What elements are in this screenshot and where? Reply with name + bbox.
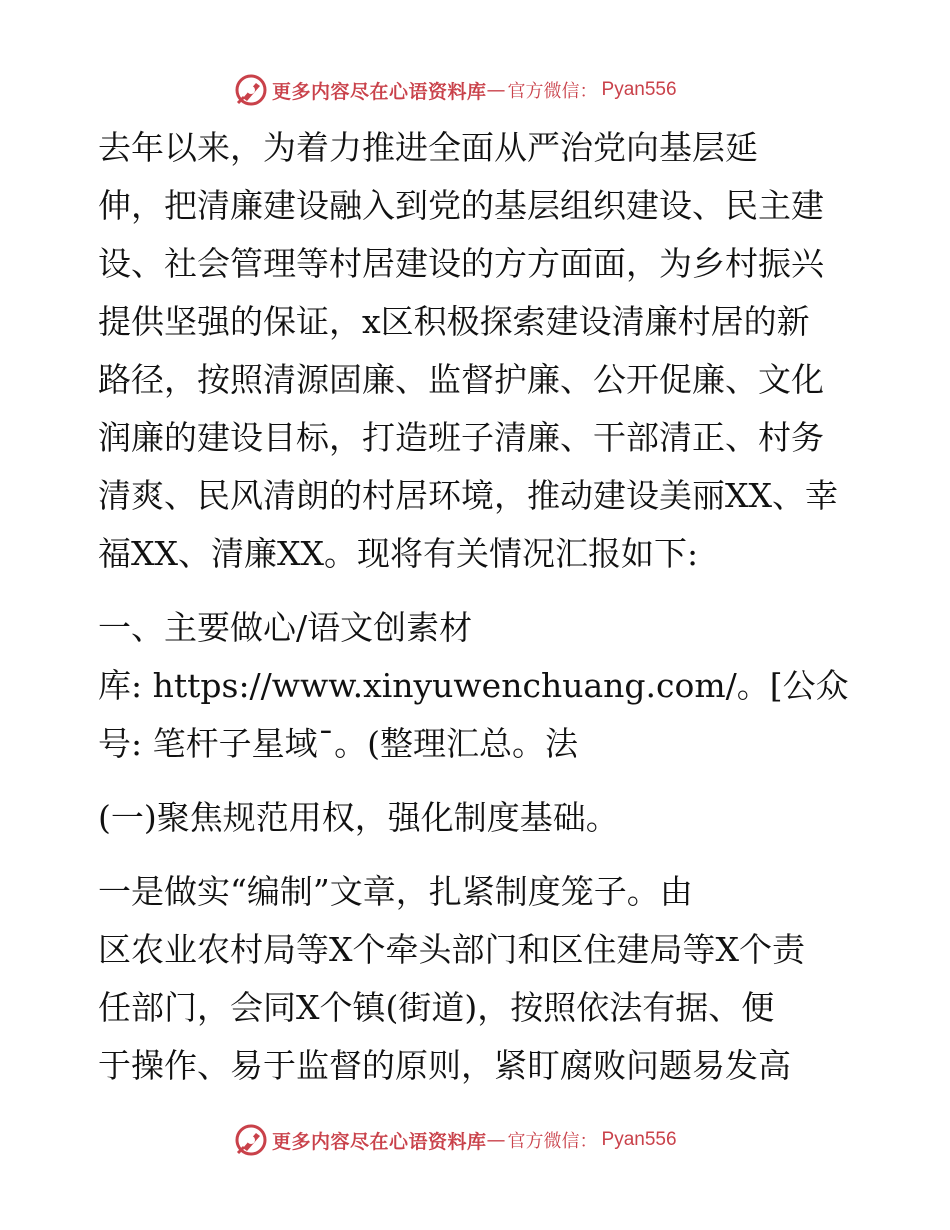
body-line: 于操作、易于监督的原则，紧盯腐败问题易发高 (98, 1046, 791, 1085)
footer-banner-text: 更多内容尽在心语资料库 (272, 1130, 487, 1153)
body-line: 库: https://www.xinyuwenchuang.com/。[公众 (98, 666, 849, 705)
header-banner-label: 官方微信： (507, 81, 598, 102)
pen-logo-icon (234, 1123, 268, 1157)
header-watermark-banner (234, 72, 734, 108)
body-line: 去年以来，为着力推进全面从严治党向基层延 (98, 128, 758, 167)
section-heading: 一、主要做心/语文创素材 (98, 608, 473, 647)
body-line: 伸，把清廉建设融入到党的基层组织建设、民主建 (98, 186, 824, 225)
body-line: 设、社会管理等村居建设的方方面面，为乡村振兴 (98, 244, 824, 283)
footer-banner-label: 官方微信： (507, 1131, 598, 1152)
body-line: 润廉的建设目标，打造班子清廉、干部清正、村务 (98, 418, 824, 457)
body-line: 任部门，会同X个镇(街道)，按照依法有据、便 (98, 988, 775, 1027)
subsection-heading: (一)聚焦规范用权，强化制度基础。 (98, 798, 619, 837)
body-line: 号: 笔杆子星域¯。(整理汇总。法 (98, 724, 578, 763)
body-line: 路径，按照清源固廉、监督护廉、公开促廉、文化 (98, 360, 824, 399)
body-line: 清爽、民风清朗的村居环境，推动建设美丽XX、幸 (98, 476, 838, 515)
header-wechat-id: Pyan556 (601, 79, 677, 100)
header-banner-text: 更多内容尽在心语资料库 (272, 80, 487, 103)
pen-logo-icon (234, 73, 268, 107)
body-line: 提供坚强的保证，x区积极探索建设清廉村居的新 (98, 302, 810, 341)
body-line: 福XX、清廉XX。现将有关情况汇报如下: (98, 534, 699, 573)
footer-wechat-id: Pyan556 (601, 1129, 677, 1150)
footer-banner-separator: — (486, 1129, 506, 1151)
footer-watermark-banner (234, 1122, 734, 1158)
body-line: 一是做实“编制”文章，扎紧制度笼子。由 (98, 872, 693, 911)
header-banner-separator: — (486, 79, 506, 101)
body-line: 区农业农村局等X个牵头部门和区住建局等X个责 (98, 930, 805, 969)
